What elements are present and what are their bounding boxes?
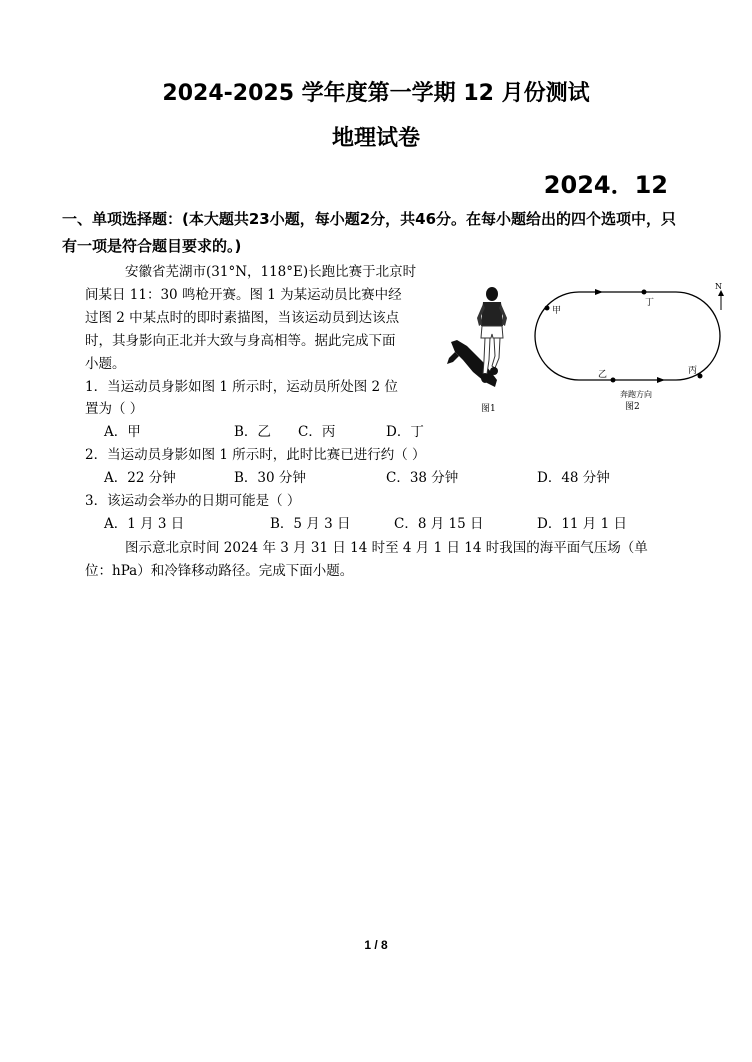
q3-option-c[interactable]: C．8 月 15 日 — [394, 516, 484, 532]
runner-torso — [481, 302, 503, 326]
q1-option-a[interactable]: A．甲 — [104, 424, 141, 440]
figure2-track — [525, 280, 730, 415]
q3-option-a[interactable]: A．1 月 3 日 — [104, 516, 185, 532]
q2-option-a[interactable]: A．22 分钟 — [104, 470, 176, 486]
q2-option-d[interactable]: D．48 分钟 — [537, 470, 610, 486]
q2-option-b[interactable]: B．30 分钟 — [234, 470, 306, 486]
label-yi: 乙 — [598, 370, 608, 380]
q1-option-d[interactable]: D．丁 — [386, 424, 424, 440]
passage1-line: 间某日 11：30 鸣枪开赛。图 1 为某运动员比赛中经 — [85, 287, 402, 303]
exam-title: 2024-2025 学年度第一学期 12 月份测试 — [162, 81, 590, 106]
exam-date: 2024．12 — [543, 171, 668, 199]
direction-label: 奔跑方向 — [620, 390, 652, 399]
arrow-left-icon — [595, 289, 603, 295]
label-ding: 丁 — [645, 298, 655, 308]
point-bing — [698, 374, 703, 379]
figure1-caption: 图1 — [481, 404, 496, 414]
passage1-line: 时，其身影向正北并大致与身高相等。据此完成下面 — [85, 333, 396, 349]
point-ding — [642, 290, 647, 295]
passage2-line1: 图示意北京时间 2024 年 3 月 31 日 14 时至 4 月 1 日 14 时我国的海平面气压场（单 — [125, 540, 648, 556]
runner-head — [486, 287, 498, 301]
q3-option-b[interactable]: B．5 月 3 日 — [270, 516, 351, 532]
q1-option-c[interactable]: C．丙 — [298, 424, 336, 440]
passage1-line: 过图 2 中某点时的即时素描图，当该运动员到达该点 — [85, 310, 400, 326]
arrow-right-icon — [657, 377, 665, 383]
section-heading-line1: 一、单项选择题：(本大题共23小题，每小题2分，共46分。在每小题给出的四个选项中，只 — [62, 210, 677, 228]
north-label: N — [715, 282, 722, 291]
runner-shadow — [451, 340, 497, 387]
label-bing: 丙 — [688, 366, 698, 376]
point-yi — [611, 378, 616, 383]
q2-option-c[interactable]: C．38 分钟 — [386, 470, 459, 486]
exam-subtitle: 地理试卷 — [331, 126, 420, 151]
figure1-runner — [445, 282, 515, 417]
q3-option-d[interactable]: D．11 月 1 日 — [537, 516, 627, 532]
passage1-line: 小题。 — [85, 356, 126, 372]
q3-stem: 3．该运动会举办的日期可能是（ ） — [85, 493, 301, 509]
point-jia — [545, 306, 550, 311]
q1-stem-line1: 1．当运动员身影如图 1 所示时，运动员所处图 2 位 — [85, 379, 398, 395]
figure2-caption: 图2 — [625, 402, 640, 412]
label-jia: 甲 — [552, 306, 562, 316]
q1-option-b[interactable]: B．乙 — [234, 424, 271, 440]
q1-stem-line2: 置为（ ） — [85, 401, 144, 417]
passage1-line: 安徽省芜湖市(31°N，118°E)长跑比赛于北京时 — [125, 264, 417, 280]
page-number: 1 / 8 — [364, 938, 388, 952]
section-heading-line2: 有一项是符合题目要求的。) — [62, 237, 242, 255]
passage2-line2: 位：hPa）和冷锋移动路径。完成下面小题。 — [85, 563, 354, 579]
q2-stem: 2．当运动员身影如图 1 所示时，此时比赛已进行约（ ） — [85, 447, 426, 463]
